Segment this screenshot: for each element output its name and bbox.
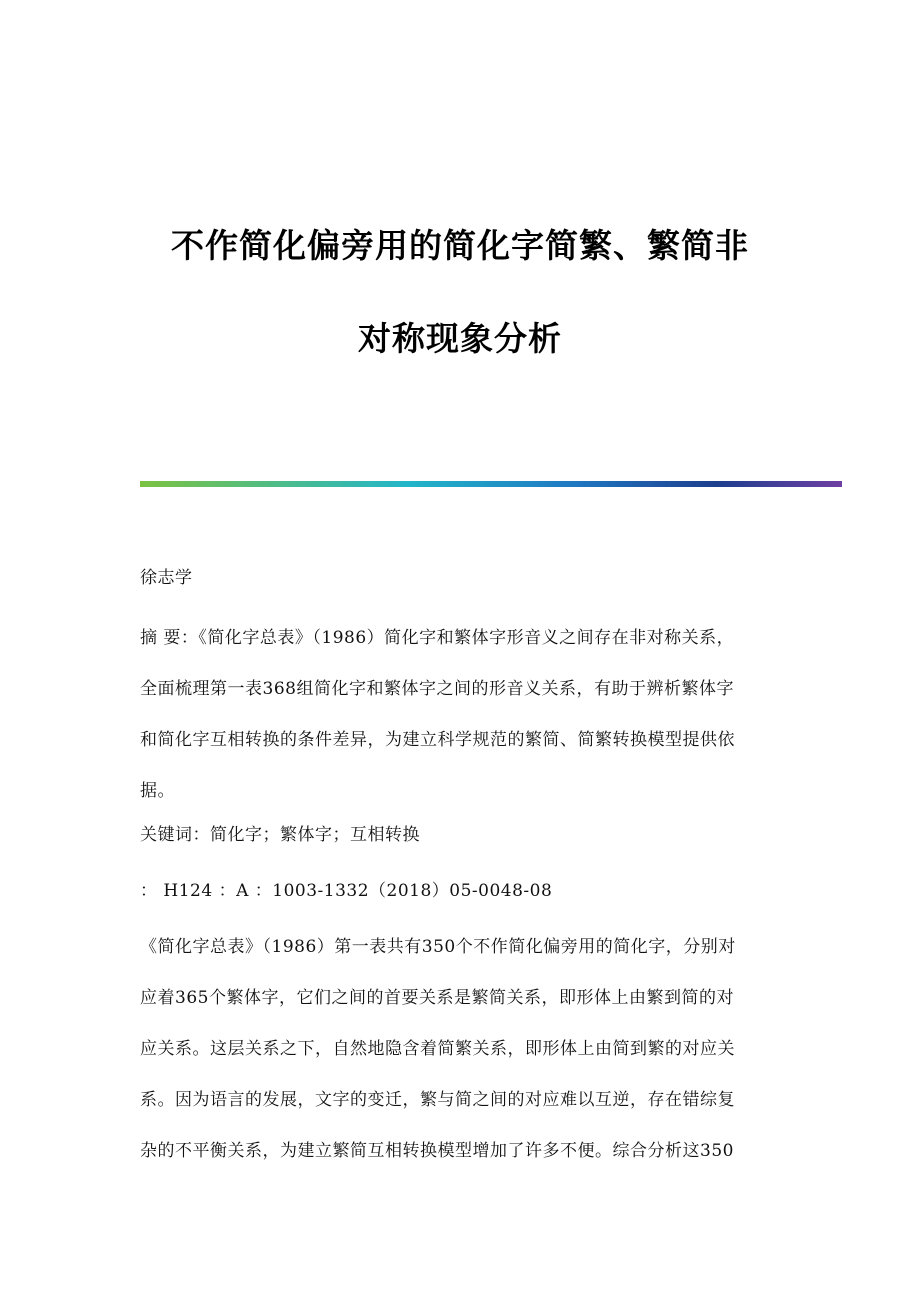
body-line: 《简化字总表》（1986）第一表共有350个不作简化偏旁用的简化字，分别对	[140, 937, 736, 957]
abstract-line: 摘 要：《简化字总表》（1986）简化字和繁体字形音义之间存在非对称关系，	[140, 628, 735, 648]
keywords: 关键词：简化字；繁体字；互相转换	[140, 825, 420, 845]
body-text	[140, 922, 780, 1177]
body-line: 应着365个繁体字，它们之间的首要关系是繁简关系，即形体上由繁到简的对	[140, 988, 734, 1008]
title-divider	[140, 481, 842, 487]
body-line: 应关系。这层关系之下，自然地隐含着简繁关系，即形体上由简到繁的对应关	[140, 1039, 735, 1059]
abstract-line: 和简化字互相转换的条件差异，为建立科学规范的繁简、简繁转换模型提供依	[140, 730, 735, 750]
abstract	[140, 613, 780, 817]
author: 徐志学	[140, 568, 193, 588]
classification-info: ： H124 ：A ：1003-1332（2018）05-0048-08	[140, 881, 553, 901]
abstract-line: 据。	[140, 781, 175, 801]
paper-title-line-1: 不作简化偏旁用的简化字简繁、繁简非	[171, 226, 749, 265]
paper-title-line-2: 对称现象分析	[358, 319, 562, 358]
body-line: 系。因为语言的发展，文字的变迁，繁与简之间的对应难以互逆，存在错综复	[140, 1090, 735, 1110]
body-line: 杂的不平衡关系，为建立繁简互相转换模型增加了许多不便。综合分析这350	[140, 1141, 734, 1161]
abstract-line: 全面梳理第一表368组简化字和繁体字之间的形音义关系，有助于辨析繁体字	[140, 679, 734, 699]
